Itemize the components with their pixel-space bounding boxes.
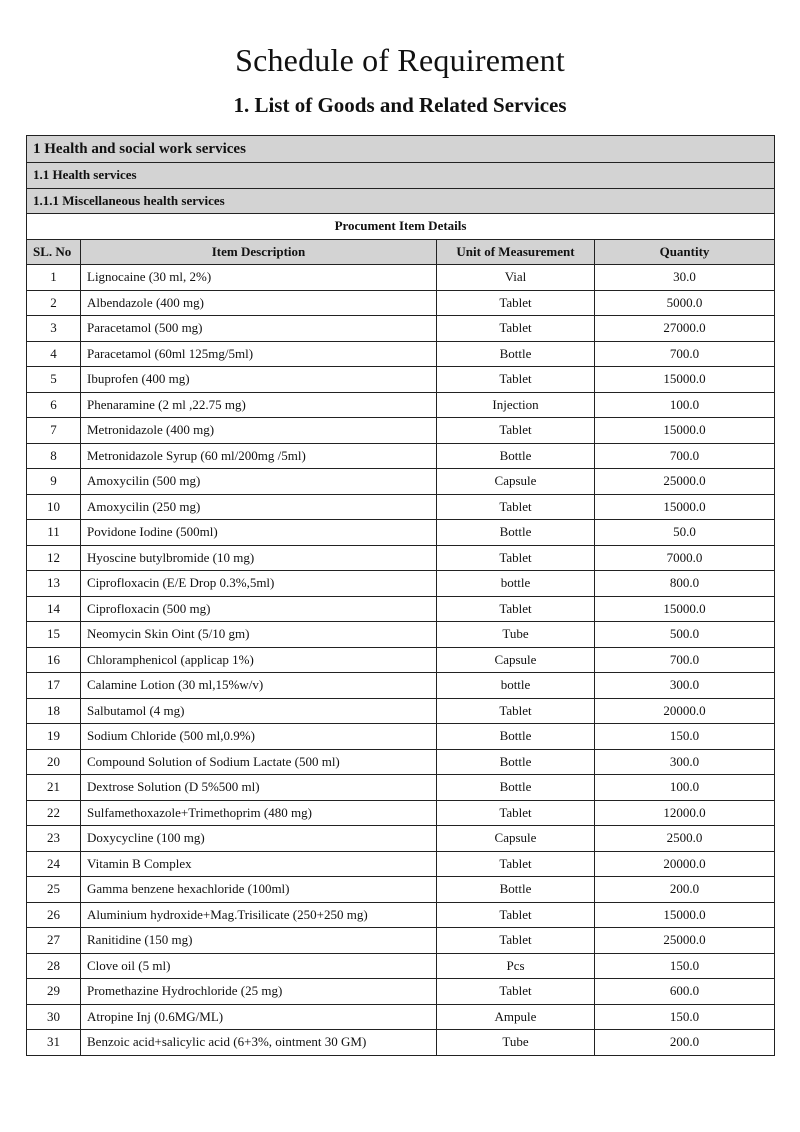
- cell-sl-no: 21: [27, 775, 81, 801]
- cell-unit-of-measurement: Bottle: [437, 749, 595, 775]
- cell-item-description: Paracetamol (60ml 125mg/5ml): [81, 341, 437, 367]
- table-row: [27, 953, 775, 979]
- cell-sl-no: 31: [27, 1030, 81, 1056]
- cell-quantity: 100.0: [595, 392, 775, 418]
- category-row-level2: [27, 163, 775, 189]
- cell-item-description: Promethazine Hydrochloride (25 mg): [81, 979, 437, 1005]
- cell-sl-no: 20: [27, 749, 81, 775]
- header-unit-of-measurement: Unit of Measurement: [437, 239, 595, 265]
- cell-unit-of-measurement: Bottle: [437, 443, 595, 469]
- cell-item-description: Lignocaine (30 ml, 2%): [81, 265, 437, 291]
- cell-sl-no: 27: [27, 928, 81, 954]
- cell-unit-of-measurement: Tablet: [437, 418, 595, 444]
- cell-quantity: 200.0: [595, 1030, 775, 1056]
- table-row: [27, 775, 775, 801]
- cell-quantity: 2500.0: [595, 826, 775, 852]
- table-row: [27, 1030, 775, 1056]
- cell-item-description: Gamma benzene hexachloride (100ml): [81, 877, 437, 903]
- cell-sl-no: 10: [27, 494, 81, 520]
- cell-item-description: Neomycin Skin Oint (5/10 gm): [81, 622, 437, 648]
- header-item-description: Item Description: [81, 239, 437, 265]
- cell-sl-no: 11: [27, 520, 81, 546]
- page-title: Schedule of Requirement: [235, 42, 565, 78]
- cell-item-description: Atropine Inj (0.6MG/ML): [81, 1004, 437, 1030]
- cell-unit-of-measurement: Bottle: [437, 877, 595, 903]
- cell-item-description: Vitamin B Complex: [81, 851, 437, 877]
- cell-unit-of-measurement: bottle: [437, 673, 595, 699]
- table-row: [27, 265, 775, 291]
- cell-unit-of-measurement: Tablet: [437, 316, 595, 342]
- cell-item-description: Povidone Iodine (500ml): [81, 520, 437, 546]
- cell-unit-of-measurement: Tablet: [437, 545, 595, 571]
- cell-sl-no: 12: [27, 545, 81, 571]
- cell-item-description: Clove oil (5 ml): [81, 953, 437, 979]
- table-row: [27, 367, 775, 393]
- table-row: [27, 826, 775, 852]
- cell-sl-no: 4: [27, 341, 81, 367]
- cell-unit-of-measurement: Bottle: [437, 520, 595, 546]
- cell-item-description: Sulfamethoxazole+Trimethoprim (480 mg): [81, 800, 437, 826]
- cell-quantity: 800.0: [595, 571, 775, 597]
- table-row: [27, 800, 775, 826]
- table-row: [27, 341, 775, 367]
- cell-unit-of-measurement: Tablet: [437, 494, 595, 520]
- cell-sl-no: 13: [27, 571, 81, 597]
- table-row: [27, 418, 775, 444]
- cell-unit-of-measurement: Pcs: [437, 953, 595, 979]
- cell-sl-no: 2: [27, 290, 81, 316]
- table-row: [27, 316, 775, 342]
- cell-quantity: 150.0: [595, 953, 775, 979]
- cell-sl-no: 5: [27, 367, 81, 393]
- details-label: Procument Item Details: [27, 214, 775, 240]
- cell-sl-no: 9: [27, 469, 81, 495]
- cell-sl-no: 24: [27, 851, 81, 877]
- cell-quantity: 50.0: [595, 520, 775, 546]
- page-subtitle: 1. List of Goods and Related Services: [233, 93, 567, 117]
- cell-item-description: Compound Solution of Sodium Lactate (500 ml): [81, 749, 437, 775]
- table-row: [27, 877, 775, 903]
- cell-unit-of-measurement: Tablet: [437, 596, 595, 622]
- cell-quantity: 25000.0: [595, 469, 775, 495]
- category-level1: 1 Health and social work services: [27, 136, 775, 163]
- cell-quantity: 200.0: [595, 877, 775, 903]
- cell-item-description: Benzoic acid+salicylic acid (6+3%, ointment 30 GM): [81, 1030, 437, 1056]
- cell-quantity: 15000.0: [595, 596, 775, 622]
- cell-quantity: 27000.0: [595, 316, 775, 342]
- table-row: [27, 979, 775, 1005]
- cell-sl-no: 3: [27, 316, 81, 342]
- cell-sl-no: 14: [27, 596, 81, 622]
- cell-unit-of-measurement: Tablet: [437, 902, 595, 928]
- cell-sl-no: 19: [27, 724, 81, 750]
- cell-sl-no: 15: [27, 622, 81, 648]
- cell-item-description: Dextrose Solution (D 5%500 ml): [81, 775, 437, 801]
- cell-quantity: 25000.0: [595, 928, 775, 954]
- cell-quantity: 30.0: [595, 265, 775, 291]
- category-level3: 1.1.1 Miscellaneous health services: [27, 188, 775, 214]
- cell-unit-of-measurement: Capsule: [437, 469, 595, 495]
- cell-item-description: Paracetamol (500 mg): [81, 316, 437, 342]
- table-row: [27, 673, 775, 699]
- cell-quantity: 300.0: [595, 673, 775, 699]
- cell-quantity: 15000.0: [595, 494, 775, 520]
- header-sl-no: SL. No: [27, 239, 81, 265]
- cell-quantity: 700.0: [595, 443, 775, 469]
- category-row-level3: [27, 188, 775, 214]
- cell-unit-of-measurement: Tablet: [437, 367, 595, 393]
- cell-quantity: 600.0: [595, 979, 775, 1005]
- cell-item-description: Doxycycline (100 mg): [81, 826, 437, 852]
- table-row: [27, 520, 775, 546]
- cell-quantity: 300.0: [595, 749, 775, 775]
- header-quantity: Quantity: [595, 239, 775, 265]
- table-row: [27, 928, 775, 954]
- table-row: [27, 290, 775, 316]
- cell-quantity: 12000.0: [595, 800, 775, 826]
- cell-quantity: 150.0: [595, 724, 775, 750]
- cell-unit-of-measurement: Capsule: [437, 826, 595, 852]
- category-level2: 1.1 Health services: [27, 163, 775, 189]
- cell-unit-of-measurement: Bottle: [437, 775, 595, 801]
- cell-sl-no: 26: [27, 902, 81, 928]
- table-row: [27, 1004, 775, 1030]
- cell-quantity: 5000.0: [595, 290, 775, 316]
- cell-item-description: Metronidazole Syrup (60 ml/200mg /5ml): [81, 443, 437, 469]
- cell-sl-no: 7: [27, 418, 81, 444]
- cell-item-description: Ranitidine (150 mg): [81, 928, 437, 954]
- cell-sl-no: 8: [27, 443, 81, 469]
- cell-quantity: 20000.0: [595, 698, 775, 724]
- cell-quantity: 700.0: [595, 341, 775, 367]
- cell-quantity: 100.0: [595, 775, 775, 801]
- cell-item-description: Metronidazole (400 mg): [81, 418, 437, 444]
- table-row: [27, 698, 775, 724]
- cell-unit-of-measurement: Ampule: [437, 1004, 595, 1030]
- cell-unit-of-measurement: Tablet: [437, 979, 595, 1005]
- cell-sl-no: 17: [27, 673, 81, 699]
- cell-unit-of-measurement: Tablet: [437, 698, 595, 724]
- table-row: [27, 724, 775, 750]
- cell-sl-no: 30: [27, 1004, 81, 1030]
- cell-sl-no: 23: [27, 826, 81, 852]
- requirements-table-body: [27, 136, 775, 1056]
- cell-item-description: Salbutamol (4 mg): [81, 698, 437, 724]
- cell-item-description: Albendazole (400 mg): [81, 290, 437, 316]
- cell-unit-of-measurement: Tablet: [437, 290, 595, 316]
- cell-quantity: 15000.0: [595, 902, 775, 928]
- cell-unit-of-measurement: Injection: [437, 392, 595, 418]
- table-row: [27, 443, 775, 469]
- cell-quantity: 20000.0: [595, 851, 775, 877]
- table-row: [27, 902, 775, 928]
- table-row: [27, 851, 775, 877]
- header-row: [27, 239, 775, 265]
- cell-unit-of-measurement: bottle: [437, 571, 595, 597]
- cell-item-description: Ciprofloxacin (500 mg): [81, 596, 437, 622]
- table-row: [27, 749, 775, 775]
- cell-quantity: 15000.0: [595, 367, 775, 393]
- table-row: [27, 545, 775, 571]
- cell-unit-of-measurement: Capsule: [437, 647, 595, 673]
- cell-sl-no: 16: [27, 647, 81, 673]
- cell-quantity: 7000.0: [595, 545, 775, 571]
- cell-unit-of-measurement: Vial: [437, 265, 595, 291]
- cell-unit-of-measurement: Tablet: [437, 800, 595, 826]
- table-row: [27, 494, 775, 520]
- table-row: [27, 622, 775, 648]
- cell-item-description: Ibuprofen (400 mg): [81, 367, 437, 393]
- cell-quantity: 150.0: [595, 1004, 775, 1030]
- cell-unit-of-measurement: Bottle: [437, 724, 595, 750]
- cell-sl-no: 1: [27, 265, 81, 291]
- cell-unit-of-measurement: Bottle: [437, 341, 595, 367]
- table-row: [27, 647, 775, 673]
- cell-sl-no: 22: [27, 800, 81, 826]
- table-row: [27, 596, 775, 622]
- cell-unit-of-measurement: Tablet: [437, 851, 595, 877]
- cell-sl-no: 18: [27, 698, 81, 724]
- requirements-table: [26, 135, 775, 1056]
- cell-item-description: Chloramphenicol (applicap 1%): [81, 647, 437, 673]
- table-row: [27, 392, 775, 418]
- cell-item-description: Amoxycilin (500 mg): [81, 469, 437, 495]
- cell-item-description: Calamine Lotion (30 ml,15%w/v): [81, 673, 437, 699]
- cell-quantity: 500.0: [595, 622, 775, 648]
- table-row: [27, 469, 775, 495]
- cell-quantity: 15000.0: [595, 418, 775, 444]
- category-row-level1: [27, 136, 775, 163]
- cell-sl-no: 6: [27, 392, 81, 418]
- cell-item-description: Amoxycilin (250 mg): [81, 494, 437, 520]
- cell-item-description: Phenaramine (2 ml ,22.75 mg): [81, 392, 437, 418]
- cell-unit-of-measurement: Tube: [437, 1030, 595, 1056]
- cell-sl-no: 25: [27, 877, 81, 903]
- cell-item-description: Ciprofloxacin (E/E Drop 0.3%,5ml): [81, 571, 437, 597]
- cell-unit-of-measurement: Tube: [437, 622, 595, 648]
- cell-sl-no: 28: [27, 953, 81, 979]
- cell-item-description: Sodium Chloride (500 ml,0.9%): [81, 724, 437, 750]
- cell-quantity: 700.0: [595, 647, 775, 673]
- cell-item-description: Hyoscine butylbromide (10 mg): [81, 545, 437, 571]
- table-row: [27, 571, 775, 597]
- cell-item-description: Aluminium hydroxide+Mag.Trisilicate (250+250 mg): [81, 902, 437, 928]
- details-row: [27, 214, 775, 240]
- cell-sl-no: 29: [27, 979, 81, 1005]
- cell-unit-of-measurement: Tablet: [437, 928, 595, 954]
